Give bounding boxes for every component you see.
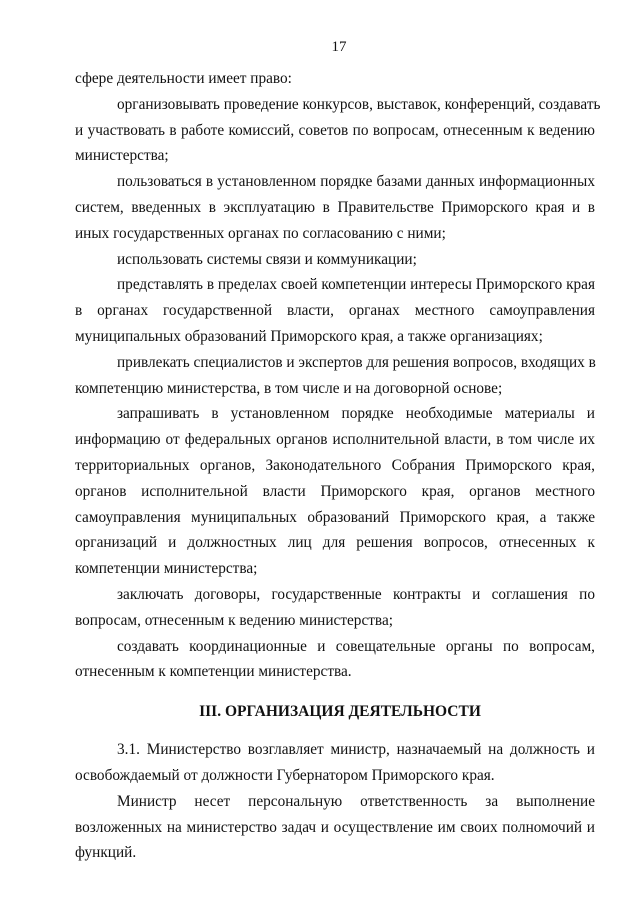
text-line: компетенции министерства; — [75, 560, 258, 578]
text-line: организовывать проведение конкурсов, выставок, конференций, создавать — [117, 95, 601, 113]
text-line: иных государственных органах по согласованию с ними; — [75, 224, 446, 242]
text-line: Министр несет персональную ответственность за выполнение — [117, 792, 595, 810]
text-line: запрашивать в установленном порядке необходимые материалы и — [117, 405, 595, 423]
text-line: привлекать специалистов и экспертов для решения вопросов, входящих в — [117, 353, 596, 371]
text-line: территориальных органов, Законодательного Собрания Приморского края, — [75, 456, 595, 474]
text-line: пользоваться в установленном порядке базами данных информационных — [117, 173, 595, 191]
text-line: заключать договоры, государственные контракты и соглашения по — [117, 585, 595, 603]
section-heading: III. ОРГАНИЗАЦИЯ ДЕЯТЕЛЬНОСТИ — [199, 703, 481, 721]
section-organization — [75, 737, 595, 866]
text-line: информацию от федеральных органов исполнительной власти, в том числе их — [75, 431, 595, 449]
text-line: освобождаемый от должности Губернатором Приморского края. — [75, 766, 495, 784]
section-rights-list — [75, 66, 601, 685]
text-line: возложенных на министерство задач и осуществление им своих полномочий и — [75, 818, 595, 836]
text-line: муниципальных образований Приморского края, а также организациях; — [75, 327, 543, 345]
text-line: использовать системы связи и коммуникации; — [117, 250, 417, 268]
text-line: систем, введенных в эксплуатацию в Правительстве Приморского края и в — [75, 198, 595, 216]
text-line: вопросам, отнесенным к ведению министерства; — [75, 611, 393, 629]
text-line: в органах государственной власти, органах местного самоуправления — [75, 302, 595, 320]
text-line: организаций и должностных лиц для решения вопросов, отнесенных к — [75, 534, 595, 552]
text-line: органов исполнительной власти Приморского края, органов местного — [75, 482, 595, 500]
page-number: 17 — [331, 39, 347, 55]
document-page — [75, 38, 601, 866]
text-line: создавать координационные и совещательные органы по вопросам, — [117, 637, 595, 655]
text-line: 3.1. Министерство возглавляет министр, назначаемый на должность и — [117, 741, 595, 759]
text-line: отнесенным к компетенции министерства. — [75, 663, 352, 681]
text-line: представлять в пределах своей компетенции интересы Приморского края — [117, 276, 595, 294]
text-line: функций. — [75, 844, 137, 862]
text-line: и участвовать в работе комиссий, советов по вопросам, отнесенным к ведению — [75, 121, 595, 139]
text-line: министерства; — [75, 147, 169, 165]
text-line: сфере деятельности имеет право: — [75, 70, 292, 87]
text-line: компетенцию министерства, в том числе и на договорной основе; — [75, 379, 503, 397]
text-line: самоуправления муниципальных образований Приморского края, а также — [75, 508, 595, 526]
